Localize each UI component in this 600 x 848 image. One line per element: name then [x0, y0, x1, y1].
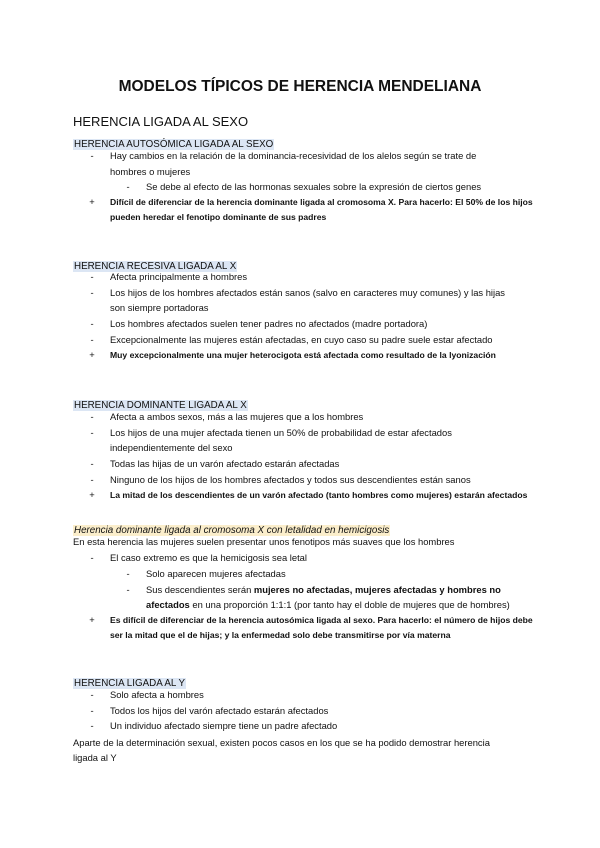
list-item: Un individuo afectado siempre tiene un padre afectado: [110, 720, 338, 731]
list-item: Solo afecta a hombres: [110, 689, 204, 700]
list-item: Todos los hijos del varón afectado estarán afectados: [110, 705, 329, 716]
list-item: Hay cambios en la relación de la dominancia-recesividad de los alelos según se trate de: [110, 150, 477, 161]
list-item: Afecta principalmente a hombres: [110, 271, 248, 282]
list-item: Los hijos de una mujer afectada tienen un 50% de probabilidad de estar afectados: [110, 427, 452, 438]
list-item: Afecta a ambos sexos, más a las mujeres que a los hombres: [110, 411, 364, 422]
list-item-cont: independientemente del sexo: [110, 442, 233, 453]
bullet-plus: +: [89, 196, 95, 207]
heading-letalidad: Herencia dominante ligada al cromosoma X con letalidad en hemicigosis: [74, 525, 390, 536]
list-item: Excepcionalmente las mujeres están afectadas, en cuyo caso su padre suele estar afectado: [110, 334, 493, 345]
bullet-dash: -: [90, 474, 94, 485]
page-title: MODELOS TÍPICOS DE HERENCIA MENDELIANA: [118, 78, 482, 95]
bullet-dash: -: [90, 720, 94, 731]
heading-ligada-y: HERENCIA LIGADA AL Y: [74, 678, 186, 689]
list-item-cont: pueden heredar el fenotipo dominante de sus padres: [110, 212, 327, 222]
list-item: Difícil de diferenciar de la herencia dominante ligada al cromosoma X. Para hacerlo: El 50% de los hijos: [110, 197, 533, 207]
list-item-cont: hombres o mujeres: [110, 166, 191, 177]
bullet-dash: -: [126, 181, 130, 192]
bullet-dash: -: [90, 705, 94, 716]
paragraph: En esta herencia las mujeres suelen presentar unos fenotipos más suaves que los hombres: [73, 536, 455, 547]
bullet-dash: -: [126, 568, 130, 579]
bullet-dash: -: [90, 427, 94, 438]
bullet-dash: -: [90, 411, 94, 422]
bullet-dash: -: [90, 552, 94, 563]
bullet-dash: -: [90, 150, 94, 161]
list-item: Muy excepcionalmente una mujer heterocigota está afectada como resultado de la lyonización: [110, 350, 496, 360]
bullet-dash: -: [90, 318, 94, 329]
list-item-cont: son siempre portadoras: [110, 302, 209, 313]
list-item: Ninguno de los hijos de los hombres afectados y todos sus descendientes están sanos: [110, 474, 471, 485]
bullet-dash: -: [90, 271, 94, 282]
list-item: Solo aparecen mujeres afectadas: [146, 568, 286, 579]
heading-recesiva: HERENCIA RECESIVA LIGADA AL X: [74, 261, 237, 272]
list-item: Los hombres afectados suelen tener padres no afectados (madre portadora): [110, 318, 428, 329]
bullet-dash: -: [126, 584, 130, 595]
list-item: El caso extremo es que la hemicigosis sea letal: [110, 552, 307, 563]
bullet-dash: -: [90, 287, 94, 298]
list-item: Los hijos de los hombres afectados están sanos (salvo en caracteres muy comunes) y las hijas: [110, 287, 505, 298]
paragraph-cont: ligada al Y: [73, 752, 117, 763]
list-item: Es difícil de diferenciar de la herencia autosómica ligada al sexo. Para hacerlo: el número de hijos debe: [110, 615, 533, 625]
bullet-dash: -: [90, 334, 94, 345]
bullet-plus: +: [89, 349, 95, 360]
list-item: La mitad de los descendientes de un varón afectado (tanto hombres como mujeres) estarán afectados: [110, 490, 528, 500]
bullet-plus: +: [89, 489, 95, 500]
heading-dominante: HERENCIA DOMINANTE LIGADA AL X: [74, 400, 247, 411]
list-item-cont: ser la mitad que el de hijas; y la enfermedad solo debe transmitirse por vía materna: [110, 630, 451, 640]
section-heading-sexo: HERENCIA LIGADA AL SEXO: [73, 114, 249, 129]
list-item: Sus descendientes serán mujeres no afectadas, mujeres afectadas y hombres no: [146, 584, 501, 595]
list-item: Se debe al efecto de las hormonas sexuales sobre la expresión de ciertos genes: [146, 181, 482, 192]
bullet-dash: -: [90, 689, 94, 700]
bullet-plus: +: [89, 614, 95, 625]
bullet-dash: -: [90, 458, 94, 469]
paragraph: Aparte de la determinación sexual, existen pocos casos en los que se ha podido demostrar herencia: [73, 737, 490, 748]
list-item: Todas las hijas de un varón afectado estarán afectadas: [110, 458, 340, 469]
list-item-cont: afectados en una proporción 1:1:1 (por tanto hay el doble de mujeres que de hombres): [146, 599, 510, 610]
heading-autosomica: HERENCIA AUTOSÓMICA LIGADA AL SEXO: [74, 139, 274, 150]
